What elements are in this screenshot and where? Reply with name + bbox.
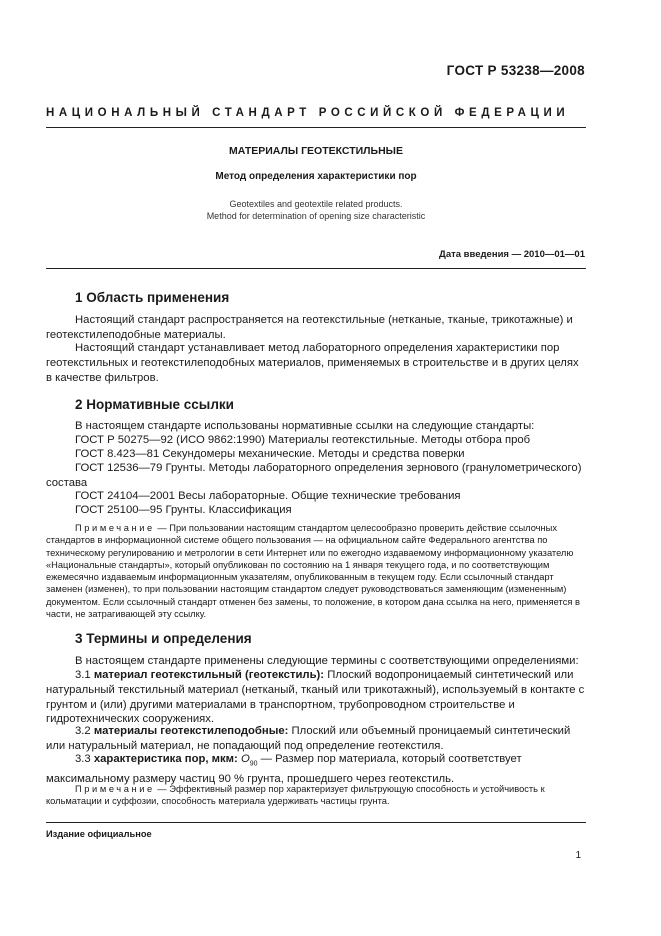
term-symbol-subscript: 90 xyxy=(249,760,258,768)
term-definition: Плоский или объемный проницаемый синтетический или натуральный материал, не попадающий под определение геотекстиля. xyxy=(46,725,571,752)
reference-text: ГОСТ Р 50275—92 (ИСО 9862:1990) Материалы геотекстильные. Методы отбора проб xyxy=(75,434,531,446)
section-3-heading: 3 Термины и определения xyxy=(75,631,252,646)
section-3-intro xyxy=(46,654,586,669)
section-1-heading: 1 Область применения xyxy=(75,290,230,305)
term-number: 3.1 xyxy=(75,669,91,681)
section-1-paragraph-1-text: Настоящий стандарт распространяется на геотекстильные (нетканые, тканые, трикотажные) и геотекстилеподобные материалы. xyxy=(46,314,573,341)
term-3-3 xyxy=(46,752,586,787)
reference-item xyxy=(46,461,586,491)
term-number: 3.3 xyxy=(75,753,91,765)
term-symbol: O xyxy=(240,753,250,765)
section-2-intro-text: В настоящем стандарте использованы нормативные ссылки на следующие стандарты: xyxy=(75,420,535,432)
section-2-heading: 2 Нормативные ссылки xyxy=(75,397,234,412)
term-name: характеристика пор, мкм: xyxy=(93,753,238,765)
section-1-paragraph-2 xyxy=(46,341,586,385)
header-divider xyxy=(46,127,586,128)
reference-text: ГОСТ 25100—95 Грунты. Классификация xyxy=(75,504,292,516)
note-text: — Эффективный размер пор характеризует фильтрующую способность и устойчивость к кольматации и суффозии, способность материала удерживать частицы грунта. xyxy=(46,784,545,807)
term-name: материалы геотекстилеподобные: xyxy=(93,725,289,737)
reference-item xyxy=(46,433,586,448)
english-title-line-2: Method for determination of opening size characteristic xyxy=(206,211,426,221)
term-name: материал геотекстильный (геотекстиль): xyxy=(93,669,325,681)
section-1-paragraph-1 xyxy=(46,313,586,343)
introduction-date: Дата введения — 2010—01—01 xyxy=(439,249,585,260)
term-definition: — Размер пор материала, который соответствует максимальному размеру частиц 90 % грунта, прошедшего через геотекстиль. xyxy=(46,753,522,786)
note-label: Примечание xyxy=(75,523,155,533)
official-edition-label: Издание официальное xyxy=(46,829,152,839)
reference-item xyxy=(46,447,586,462)
intro-divider xyxy=(46,268,586,269)
term-number: 3.2 xyxy=(75,725,91,737)
reference-text: ГОСТ 24104—2001 Весы лабораторные. Общие технические требования xyxy=(75,490,461,502)
note-label: Примечание xyxy=(75,784,155,794)
section-3-intro-text: В настоящем стандарте применены следующие термины с соответствующими определениями: xyxy=(75,655,579,667)
section-1-paragraph-2-text: Настоящий стандарт устанавливает метод лабораторного определения характеристики пор геотекстильных и геотекстилеподобных материалов, применяемых в строительстве и в других целях в качестве фильтров. xyxy=(46,342,579,384)
section-2-intro xyxy=(46,419,586,434)
term-3-1 xyxy=(46,668,586,727)
term-3-2 xyxy=(46,724,586,754)
section-3-note xyxy=(46,783,586,808)
document-title: МАТЕРИАЛЫ ГЕОТЕКСТИЛЬНЫЕ xyxy=(229,145,403,157)
term-definition: Плоский водопроницаемый синтетический или натуральный текстильный материал (нетканый, тканый или трикотажный), используемый в контакте с грунтом и (или) другими материалами в транспортном, трубопроводном строительстве и гидротехнических сооружениях. xyxy=(46,669,585,726)
standard-name: НАЦИОНАЛЬНЫЙ СТАНДАРТ РОССИЙСКОЙ ФЕДЕРАЦИИ xyxy=(46,107,570,119)
note-text: — При пользовании настоящим стандартом целесообразно проверить действие ссылочных стандартов в информационной системе общего пользования — на официальном сайте Федерального агентства по техническому регулированию и метрологии в сети Интернет или по ежегодно издаваемому информационному указателю «Национальные стандарты», который опубликован по состоянию на 1 января текущего года, и по соответствующим ежемесячно издаваемым информационным указателям, опубликованным в текущем году. Если ссылочный стандарт заменен (изменен), то при пользовании настоящим стандартом следует руководствоваться заменяющим (измененным) документом. Если ссылочный стандарт отменен без замены, то положение, в котором дана ссылка на него, применяется в части, не затрагивающей эту ссылку. xyxy=(46,523,580,620)
reference-text: ГОСТ 12536—79 Грунты. Методы лабораторного определения зернового (гранулометрического) состава xyxy=(46,462,582,489)
document-code: ГОСТ Р 53238—2008 xyxy=(446,63,585,78)
page-number: 1 xyxy=(575,850,581,861)
reference-item xyxy=(46,503,586,518)
english-title-line-1: Geotextiles and geotextile related products. xyxy=(229,199,403,209)
reference-item xyxy=(46,489,586,504)
footer-divider xyxy=(46,822,586,823)
section-2-note xyxy=(46,522,586,620)
reference-text: ГОСТ 8.423—81 Секундомеры механические. Методы и средства поверки xyxy=(75,448,465,460)
document-subtitle: Метод определения характеристики пор xyxy=(215,171,417,182)
